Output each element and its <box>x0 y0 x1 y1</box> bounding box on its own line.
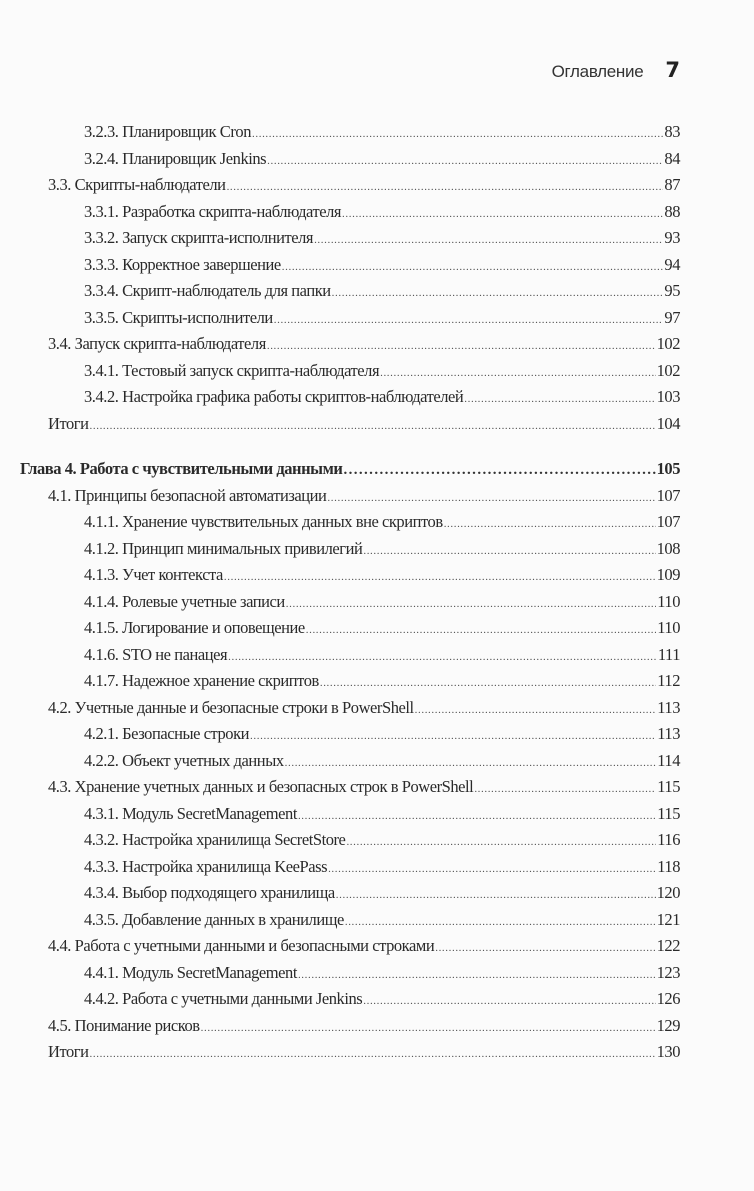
dot-leader <box>444 511 656 538</box>
running-header <box>552 58 680 82</box>
toc-entry-title: 4.1.5. Логирование и оповещение <box>84 618 305 637</box>
toc-entry-page: 110 <box>657 591 680 611</box>
toc-entry-page: 87 <box>664 175 680 194</box>
toc-entry-page: 110 <box>657 618 680 637</box>
toc-entry <box>0 907 680 934</box>
toc-entry <box>0 748 680 775</box>
toc-entry-page: 103 <box>656 387 680 406</box>
toc-entry-page: 126 <box>656 989 680 1008</box>
toc-entry-title: 3.4. Запуск скрипта-наблюдателя <box>48 334 266 353</box>
toc-entry-page: 102 <box>656 360 680 380</box>
toc-entry-page: 122 <box>656 936 680 955</box>
dot-leader <box>336 882 656 909</box>
dot-leader <box>298 962 656 989</box>
dot-leader <box>90 413 656 440</box>
dot-leader <box>328 856 656 883</box>
dot-leader <box>435 935 655 962</box>
toc-entry-page: 107 <box>656 512 680 531</box>
toc-entry-page: 105 <box>656 459 680 478</box>
dot-leader <box>306 617 656 644</box>
toc-entry <box>0 695 680 722</box>
dot-leader <box>282 254 664 281</box>
toc-entry <box>0 774 680 801</box>
toc-entry <box>0 827 680 854</box>
toc-entry <box>0 1013 680 1040</box>
dot-leader <box>252 121 663 148</box>
page-number: 7 <box>665 58 680 82</box>
toc-entry-page: 118 <box>657 856 680 876</box>
toc-chapter-entry <box>0 456 680 483</box>
toc-entry-title: 4.4. Работа с учетными данными и безопасными строками <box>48 936 435 955</box>
dot-leader <box>267 148 663 175</box>
dot-leader <box>342 201 663 228</box>
toc-entry <box>0 384 680 411</box>
toc-entry-page: 121 <box>656 909 680 929</box>
toc-entry-title: 4.2.1. Безопасные строки <box>84 724 250 743</box>
toc-entry-page: 94 <box>664 254 680 274</box>
toc-entry-page: 109 <box>656 565 680 584</box>
toc-entry <box>0 933 680 960</box>
toc-entry-title: 4.4.2. Работа с учетными данными Jenkins <box>84 989 363 1008</box>
toc-entry-page: 97 <box>664 307 680 327</box>
toc-entry-title: Итоги <box>48 413 89 433</box>
dot-leader <box>363 538 655 565</box>
toc-entry <box>0 225 680 252</box>
toc-entry-title: 3.4.2. Настройка графика работы скриптов-наблюдателей <box>84 387 464 406</box>
toc-entry-title: 4.4.1. Модуль SecretManagement <box>84 962 297 982</box>
toc-entry <box>0 536 680 563</box>
toc-entry-title: 4.2.2. Объект учетных данных <box>84 750 284 770</box>
dot-leader <box>314 227 663 254</box>
toc-entry-page: 102 <box>656 334 680 353</box>
dot-leader <box>274 307 664 334</box>
toc-entry-title: 4.3.4. Выбор подходящего хранилища <box>84 883 335 902</box>
toc-entry <box>0 880 680 907</box>
dot-leader <box>380 360 656 387</box>
toc-entry-title: 4.5. Понимание рисков <box>48 1015 200 1035</box>
toc-entry <box>0 960 680 987</box>
toc-entry <box>0 721 680 748</box>
toc-entry-page: 130 <box>656 1042 680 1061</box>
toc-entry-page: 123 <box>656 962 680 982</box>
toc-entry-page: 104 <box>656 413 680 433</box>
toc-entry <box>0 562 680 589</box>
dot-leader <box>267 333 656 360</box>
toc-entry <box>0 146 680 173</box>
toc-entry-title: 4.2. Учетные данные и безопасные строки в PowerShell <box>48 697 414 717</box>
toc-entry-page: 113 <box>657 724 680 743</box>
toc-entry-title: 4.1.4. Ролевые учетные записи <box>84 591 285 611</box>
dot-leader <box>332 280 664 307</box>
toc-entry-page: 93 <box>664 228 680 247</box>
toc-entry-page: 116 <box>657 830 680 849</box>
toc-entry-page: 88 <box>664 201 680 221</box>
toc-entry-title: 4.1.6. STO не панацея <box>84 644 228 664</box>
toc-entry <box>0 1039 680 1066</box>
toc-entry-title: 3.3. Скрипты-наблюдатели <box>48 175 226 194</box>
toc-entry-title: 3.4.1. Тестовый запуск скрипта-наблюдателя <box>84 360 380 380</box>
toc-entry-title: 3.3.3. Корректное завершение <box>84 254 281 274</box>
toc-entry-page: 120 <box>656 883 680 902</box>
dot-leader <box>90 1041 656 1068</box>
dot-leader <box>224 564 656 591</box>
toc-entry-page: 95 <box>664 281 680 300</box>
toc-entry-title: 4.1. Принципы безопасной автоматизации <box>48 485 327 505</box>
toc-entry-title: 3.3.5. Скрипты-исполнители <box>84 307 273 327</box>
dot-leader <box>345 909 656 936</box>
dot-leader <box>250 723 656 750</box>
toc-entry <box>0 589 680 616</box>
toc-entry-page: 129 <box>656 1015 680 1035</box>
dot-leader <box>343 457 655 484</box>
dot-leader <box>346 829 656 856</box>
dot-leader <box>320 670 656 697</box>
toc-entry-title: 4.3.3. Настройка хранилища KeePass <box>84 856 328 876</box>
toc-entry <box>0 331 680 358</box>
toc-entry-page: 114 <box>657 750 680 770</box>
running-title: Оглавление <box>551 62 644 81</box>
toc-entry <box>0 668 680 695</box>
toc-entry <box>0 801 680 828</box>
toc-entry-page: 111 <box>657 644 680 664</box>
toc-entry <box>0 483 680 510</box>
toc-entry-title: Глава 4. Работа с чувствительными данными <box>20 459 343 478</box>
dot-leader <box>228 644 657 671</box>
toc-entry-title: 4.3.2. Настройка хранилища SecretStore <box>84 830 346 849</box>
dot-leader <box>286 591 656 618</box>
toc-entry-title: Итоги <box>48 1042 89 1061</box>
toc-entry-title: 4.3.5. Добавление данных в хранилище <box>84 909 344 929</box>
toc-entry <box>0 278 680 305</box>
dot-leader <box>327 485 655 512</box>
toc-entry-title: 4.1.2. Принцип минимальных привилегий <box>84 538 363 558</box>
toc-entry-page: 108 <box>656 538 680 558</box>
toc-entry-page: 115 <box>657 777 680 796</box>
dot-leader <box>227 174 664 201</box>
toc-section-chapter-4 <box>0 456 680 1066</box>
toc-entry-title: 4.1.1. Хранение чувствительных данных вне скриптов <box>84 512 443 531</box>
toc-entry <box>0 854 680 881</box>
dot-leader <box>298 803 656 830</box>
toc-entry <box>0 252 680 279</box>
dot-leader <box>363 988 655 1015</box>
toc-entry <box>0 305 680 332</box>
toc-entry-page: 84 <box>664 148 680 168</box>
toc-entry-title: 3.2.4. Планировщик Jenkins <box>84 148 267 168</box>
toc-entry-title: 3.2.3. Планировщик Cron <box>84 122 252 141</box>
toc-entry-title: 3.3.4. Скрипт-наблюдатель для папки <box>84 281 331 300</box>
dot-leader <box>285 750 657 777</box>
toc-entry <box>0 615 680 642</box>
toc-entry-title: 4.3.1. Модуль SecretManagement <box>84 803 297 823</box>
toc-entry <box>0 119 680 146</box>
toc-entry-title: 3.3.1. Разработка скрипта-наблюдателя <box>84 201 342 221</box>
toc-entry-page: 115 <box>657 803 680 823</box>
toc-entry-page: 113 <box>657 697 680 717</box>
toc-entry-page: 112 <box>657 671 680 690</box>
toc-entry <box>0 509 680 536</box>
toc-entry <box>0 642 680 669</box>
toc-section-chapter-3 <box>0 119 680 437</box>
toc-entry <box>0 358 680 385</box>
toc-entry <box>0 411 680 438</box>
toc-entry <box>0 986 680 1013</box>
toc-entry-page: 107 <box>656 485 680 505</box>
dot-leader <box>415 697 657 724</box>
dot-leader <box>464 386 655 413</box>
toc-entry-title: 4.3. Хранение учетных данных и безопасных строк в PowerShell <box>48 777 474 796</box>
toc-entry <box>0 199 680 226</box>
toc-entry-page: 83 <box>664 122 680 141</box>
toc-entry-title: 4.1.7. Надежное хранение скриптов <box>84 671 319 690</box>
toc-entry <box>0 172 680 199</box>
toc-entry-title: 3.3.2. Запуск скрипта-исполнителя <box>84 228 314 247</box>
dot-leader <box>201 1015 656 1042</box>
dot-leader <box>474 776 656 803</box>
toc-entry-title: 4.1.3. Учет контекста <box>84 565 223 584</box>
